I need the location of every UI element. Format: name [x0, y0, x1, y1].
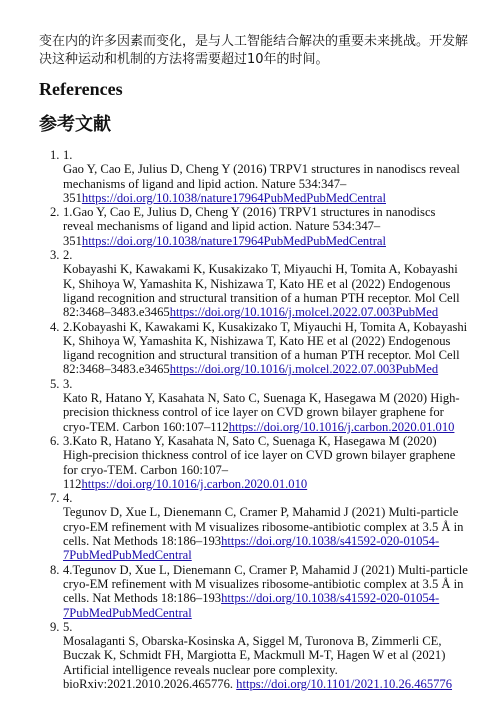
reference-item [39, 377, 469, 434]
reference-doi-link[interactable]: https://doi.org/10.1038/s41592-020-01054-7PubMedPubMedCentral [63, 591, 440, 620]
reference-number: 9. [50, 619, 60, 634]
reference-number: 6. [50, 433, 60, 448]
reference-item [39, 620, 469, 691]
reference-label: 3. [63, 376, 73, 391]
reference-citation: Kato R, Hatano Y, Kasahata N, Sato C, Suenaga K, Hasegawa M (2020) High-precision thickness control of ice layer on CVD grown bilayer graphene for cryo-TEM. Carbon 160:107–112 [63, 433, 456, 491]
reference-item [39, 434, 469, 491]
reference-item [39, 491, 469, 562]
reference-number: 8. [50, 562, 60, 577]
reference-number: 2. [50, 205, 60, 220]
reference-doi-link[interactable]: https://doi.org/10.1016/j.carbon.2020.01.010 [228, 419, 455, 434]
reference-label: 3. [63, 433, 73, 448]
reference-label: 2. [63, 248, 73, 263]
reference-label: 4. [63, 491, 73, 506]
references-heading-en: References [39, 79, 123, 99]
reference-number: 7. [50, 491, 60, 506]
reference-number: 4. [50, 319, 60, 334]
references-heading-zh: 参考文献 [39, 114, 111, 135]
reference-citation: Gao Y, Cao E, Julius D, Cheng Y (2016) TRPV1 structures in nanodiscs reveal mechanisms of ligand and lipid action. Nature 534:347–351 [63, 205, 436, 248]
reference-item [39, 148, 469, 205]
intro-paragraph: 变在内的许多因素而变化，是与人工智能结合解决的重要未来挑战。开发解决这种运动和机制的方法将需要超过10年的时间。 [39, 34, 469, 67]
reference-doi-link[interactable]: https://doi.org/10.1101/2021.10.26.465776 [236, 676, 453, 691]
reference-doi-link[interactable]: https://doi.org/10.1038/nature17964PubMedPubMedCentral [81, 233, 386, 248]
reference-doi-link[interactable]: https://doi.org/10.1016/j.molcel.2022.07.003PubMed [169, 362, 439, 377]
reference-doi-link[interactable]: https://doi.org/10.1038/nature17964PubMedPubMedCentral [81, 190, 386, 205]
reference-citation: Gao Y, Cao E, Julius D, Cheng Y (2016) TRPV1 structures in nanodiscs reveal mechanisms of ligand and lipid action. Nature 534:347–351 [63, 162, 460, 205]
reference-doi-link[interactable]: https://doi.org/10.1016/j.carbon.2020.01.010 [81, 476, 308, 491]
reference-doi-link[interactable]: https://doi.org/10.1038/s41592-020-01054-7PubMedPubMedCentral [63, 534, 440, 563]
reference-label: 4. [63, 562, 73, 577]
reference-citation: Kobayashi K, Kawakami K, Kusakizako T, Miyauchi H, Tomita A, Kobayashi K, Shihoya W, Yamashita K, Nishizawa T, Kato HE et al (2022) Endogenous ligand recognition and structural transition of a human PTH receptor. Mol Cell 82:3468–3483.e3465 [63, 319, 468, 377]
reference-list [39, 148, 469, 691]
reference-item [39, 205, 469, 248]
reference-number: 1. [50, 148, 60, 162]
reference-number: 3. [50, 248, 60, 263]
reference-item [39, 563, 469, 620]
reference-label: 2. [63, 319, 73, 334]
reference-label: 1. [63, 205, 73, 220]
reference-citation: Tegunov D, Xue L, Dienemann C, Cramer P, Mahamid J (2021) Multi-particle cryo-EM refinement with M visualizes ribosome-antibiotic complex at 3.5 Å in cells. Nat Methods 18:186–193 [63, 562, 468, 606]
reference-label: 5. [63, 619, 73, 634]
reference-citation: Kobayashi K, Kawakami K, Kusakizako T, Miyauchi H, Tomita A, Kobayashi K, Shihoya W, Yamashita K, Nishizawa T, Kato HE et al (2022) Endogenous ligand recognition and structural transition of a human PTH receptor. Mol Cell 82:3468–3483.e3465 [63, 262, 460, 320]
reference-item [39, 320, 469, 377]
reference-citation: Mosalaganti S, Obarska-Kosinska A, Siggel M, Turonova B, Zimmerli CE, Buczak K, Schmidt FH, Margiotta E, Mackmull M-T, Hagen W et al (2021) Artificial intelligence reveals nuclear pore complexity. bioRxiv:2021.2010.2026.465776. [63, 634, 446, 691]
reference-citation: Tegunov D, Xue L, Dienemann C, Cramer P, Mahamid J (2021) Multi-particle cryo-EM refinement with M visualizes ribosome-antibiotic complex at 3.5 Å in cells. Nat Methods 18:186–193 [63, 505, 464, 549]
reference-item [39, 248, 469, 319]
reference-citation: Kato R, Hatano Y, Kasahata N, Sato C, Suenaga K, Hasegawa M (2020) High-precision thickness control of ice layer on CVD grown bilayer graphene for cryo-TEM. Carbon 160:107–112 [63, 391, 460, 434]
reference-doi-link[interactable]: https://doi.org/10.1016/j.molcel.2022.07.003PubMed [169, 305, 439, 320]
reference-label: 1. [63, 148, 73, 162]
reference-number: 5. [50, 376, 60, 391]
